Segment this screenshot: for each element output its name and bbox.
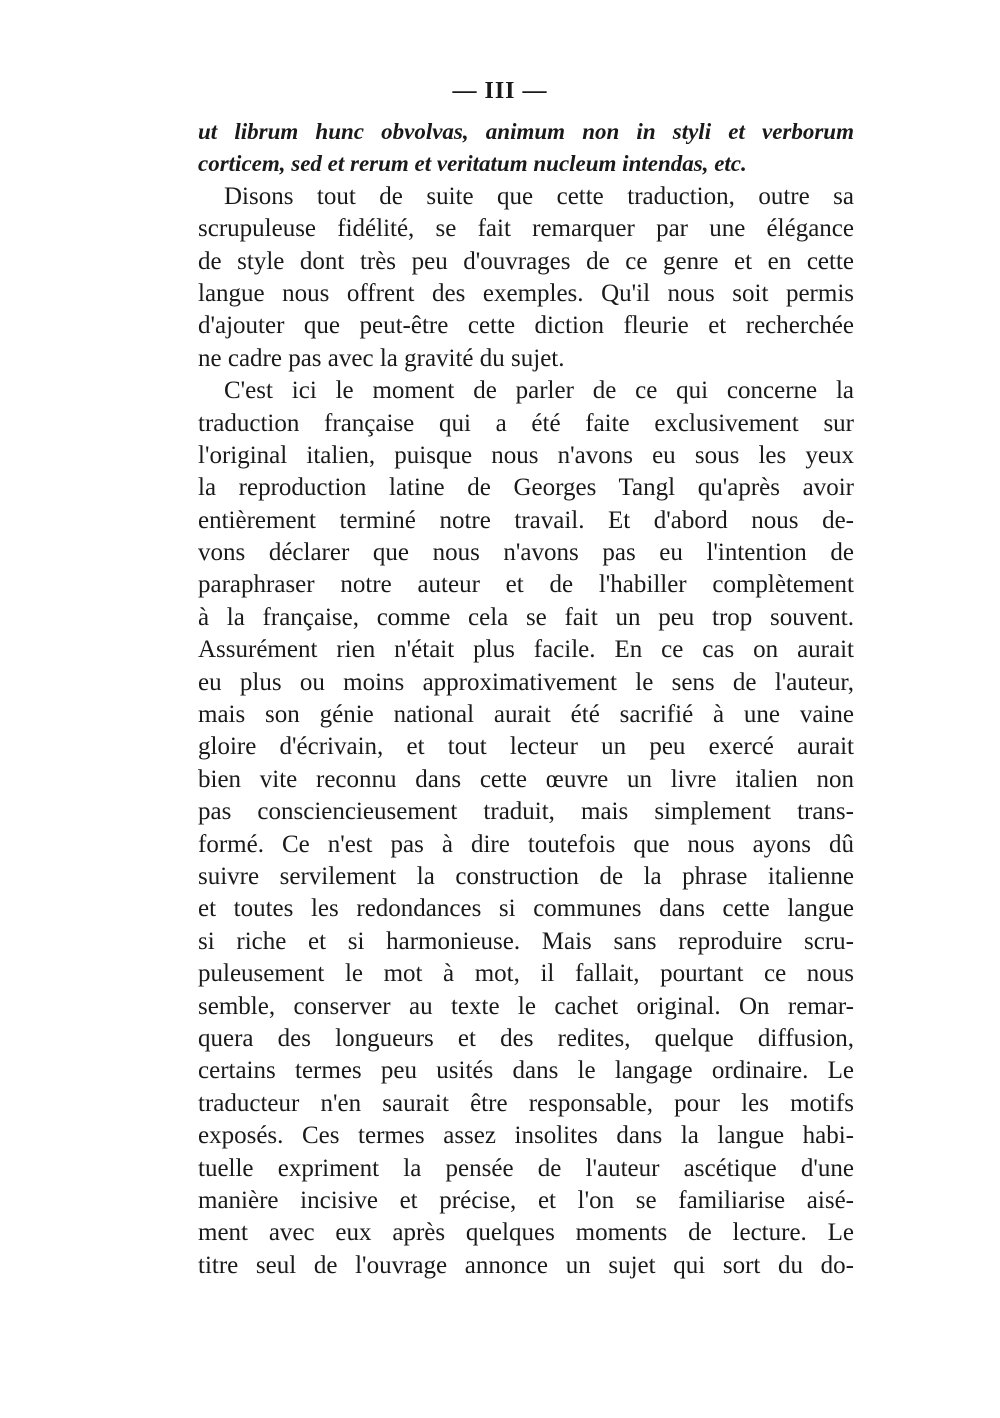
text-line: entièrement terminé notre travail. Et d'abord nous de- [198,506,854,534]
text-line: quera des longueurs et des redites, quelque diffusion, [198,1024,854,1052]
body-text [198,116,854,1282]
text-line: exposés. Ces termes assez insolites dans la langue habi- [198,1122,854,1150]
text-line: traduction française qui a été faite exclusivement sur [198,409,854,437]
page-number-header: — III — [452,78,548,104]
text-line: Disons tout de suite que cette traduction, outre sa [224,182,854,210]
text-line: si riche et si harmonieuse. Mais sans reproduire scru- [198,927,854,955]
text-line: tuelle expriment la pensée de l'auteur ascétique d'une [198,1154,854,1182]
text-line: gloire d'écrivain, et tout lecteur un peu exercé aurait [198,733,854,761]
text-line: traducteur n'en saurait être responsable, pour les motifs [198,1089,854,1117]
text-line: l'original italien, puisque nous n'avons eu sous les yeux [198,441,854,469]
text-line: ut librum hunc obvolvas, animum non in styli et verborum [198,119,854,144]
text-line: pas consciencieusement traduit, mais simplement trans- [198,798,854,826]
text-line: d'ajouter que peut-être cette diction fleurie et recherchée [198,312,854,340]
text-line: ne cadre pas avec la gravité du sujet. [198,344,565,372]
text-line: Assurément rien n'était plus facile. En ce cas on aurait [198,636,854,664]
text-line: vons déclarer que nous n'avons pas eu l'intention de [198,539,854,567]
text-line: de style dont très peu d'ouvrages de ce genre et en cette [198,247,854,275]
text-line: à la française, comme cela se fait un peu trop souvent. [198,603,854,631]
text-line: formé. Ce n'est pas à dire toutefois que nous ayons dû [198,830,854,858]
text-line: suivre servilement la construction de la phrase italienne [198,862,854,890]
text-line: corticem, sed et rerum et veritatum nucleum intendas, etc. [198,151,747,177]
text-line: semble, conserver au texte le cachet original. On remar- [198,992,854,1020]
text-line: C'est ici le moment de parler de ce qui concerne la [224,377,854,405]
text-line: la reproduction latine de Georges Tangl qu'après avoir [198,474,854,502]
text-line: langue nous offrent des exemples. Qu'il nous soit permis [198,279,854,307]
text-line: mais son génie national aurait été sacrifié à une vaine [198,701,854,729]
text-line: et toutes les redondances si communes dans cette langue [198,895,854,923]
text-line: manière incisive et précise, et l'on se familiarise aisé- [198,1186,854,1214]
text-line: ment avec eux après quelques moments de lecture. Le [198,1219,854,1247]
text-line: puleusement le mot à mot, il fallait, pourtant ce nous [198,960,854,988]
text-line: titre seul de l'ouvrage annonce un sujet qui sort du do- [198,1251,854,1279]
text-line: paraphraser notre auteur et de l'habiller complètement [198,571,854,599]
text-line: bien vite reconnu dans cette œuvre un livre italien non [198,765,854,793]
text-line: scrupuleuse fidélité, se fait remarquer par une élégance [198,215,854,243]
text-line: eu plus ou moins approximativement le sens de l'auteur, [198,668,854,696]
text-line: certains termes peu usités dans le langage ordinaire. Le [198,1057,854,1085]
